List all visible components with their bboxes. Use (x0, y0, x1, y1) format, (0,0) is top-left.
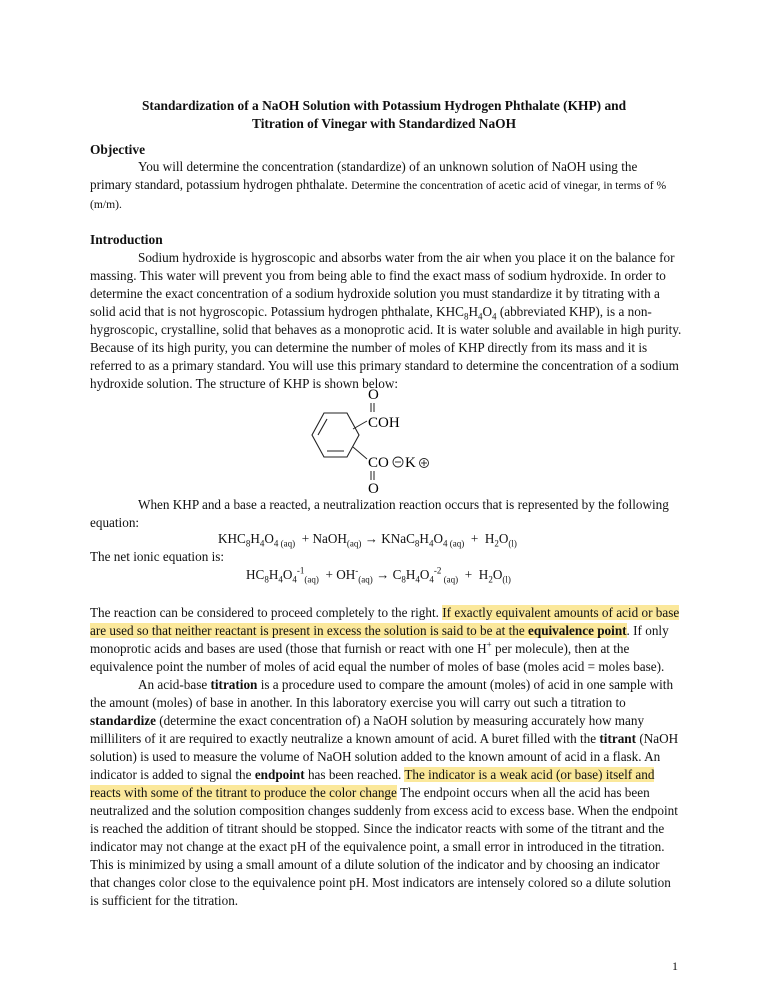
net-ionic-equation: $HC_8H_4O_4^{-1}_{(aq)} + OH^-_{(aq)} \to C_8H_4O_4^{-2}$ $_{(aq)} + H_2O_{(l)}$ (246, 565, 511, 585)
term-titration: titration (210, 677, 258, 692)
term-titrant: titrant (599, 731, 637, 746)
introduction-heading: Introduction (90, 232, 163, 247)
term-standardize: standardize (90, 713, 156, 728)
molecular-equation: $KHC_8H_4O_{4 (aq)}$ + NaOH$_{(aq)}$ → $KNaC_8H_4O_{4 (aq)} + H_2O_{(l)}$ (218, 531, 517, 549)
title-line-1: Standardization of a NaOH Solution with Potassium Hydrogen Phthalate (KHP) and (141, 98, 627, 113)
objective-text: You will determine the concentration (standardize) of an unknown solution of NaOH using the primary standard, potassium hydrogen phthalate. (90, 159, 638, 192)
equivalence-text-b: . If only monoprotic acids and bases are used (those that furnish or react with one H (90, 623, 669, 656)
highlight-indicator: The indicator is a weak acid (or base) itself and reacts with some of the titrant to produce the color change (90, 767, 655, 800)
structure-coh: COH (368, 415, 400, 431)
term-equivalence-point: equivalence point (528, 623, 627, 638)
document-title (90, 97, 678, 133)
objective-text-small: Determine the concentration of acetic acid of vinegar, in terms of % (m/m). (90, 179, 667, 211)
structure-co-bottom: CO (368, 455, 389, 471)
titration-paragraph (90, 676, 682, 910)
introduction-paragraph: Sodium hydroxide is hygroscopic and absorbs water from the air when you place it on the balance for massing. This water will prevent you from being able to find the exact mass of sodium hydroxide. In order to determine the exact concentration of a sodium hydroxide solution you must standardize it by titrating with a solid acid that is not hygroscopic. Potassium hydrogen phthalate, $KHC_8H_4O_4$ (abbreviated KHP), is a non-hygroscopic, crystalline, solid that behaves as a monoprotic acid. It is water soluble and available in high purity. Because of its high purity, you can determine the number of moles of KHP directly from its mass and it is referred to as a primary standard. You will use this primary standard to determine the concentration of a sodium hydroxide solution. The structure of KHP is shown below: (90, 250, 682, 391)
net-ionic-label: The net ionic equation is: (90, 549, 225, 564)
objective-paragraph (90, 158, 682, 214)
titration-text-a: An acid-base (138, 677, 208, 692)
intro-text-a: Sodium hydroxide is hygroscopic and absorbs water from the air when you place it on the balance for massing. This water will prevent you from being able to find the exact mass of sodium hydroxide. In order to determine the exact concentration of a sodium hydroxide solution you must standardize it by titrating with a solid acid that is not hygroscopic. Potassium hydrogen phthalate, KHC (90, 250, 675, 319)
khp-structure-diagram (300, 385, 480, 495)
equivalence-paragraph: The reaction can be considered to proceed completely to the right. If exactly equivalent amounts of acid or base are used so that neither reactant is present in excess the solution is said to be at the equivalence point. If only monoprotic acids and bases are used (those that furnish or react with one H+ per molecule), then at the equivalence point the number of moles of acid equal the number of moles of base (moles acid = moles base). (90, 605, 680, 674)
titration-text-b: is a procedure used to compare the amount (moles) of acid in one sample with the amount (moles) of base in another. In this laboratory exercise you will carry out such a titration to (90, 677, 674, 710)
titration-text-f: The endpoint occurs when all the acid has been neutralized and the solution composition changes suddenly from excess acid to excess base. When the endpoint is reached the addition of titrant should be stopped. Since the indicator reacts with some of the titrant and the indicator may not change at the exact pH of the equivalence point, a small error in introduced in the titration. This is minimized by using a small amount of a dilute solution of the indicator and by choosing an indicator that changes color close to the equivalence point pH. Most indicators are intensely colored so a dilute solution is sufficient for the titration. (90, 785, 678, 908)
term-endpoint: endpoint (254, 767, 305, 782)
title-line-2: Titration of Vinegar with Standardized NaOH (252, 116, 516, 131)
structure-o-bottom: O (368, 481, 379, 495)
highlight-equivalence-text: If exactly equivalent amounts of acid or base are used so that neither reactant is present in excess the solution is said to be at the (90, 605, 680, 638)
objective-heading: Objective (90, 142, 146, 157)
intro-text-b: (abbreviated KHP), is a non-hygroscopic, crystalline, solid that behaves as a monoprotic acid. It is water soluble and available in high purity. Because of its high purity, you can determine the number of moles of KHP directly from its mass and it is referred to as a primary standard. You will use this primary standard to determine the concentration of a sodium hydroxide solution. The structure of KHP is shown below: (90, 304, 682, 391)
titration-text-d: (NaOH solution) is used to measure the volume of NaOH solution added to the known amount of acid in a flask. An indicator is added to signal the (90, 731, 679, 782)
equivalence-text-a: The reaction can be considered to proceed completely to the right. (90, 605, 439, 620)
structure-o-top: O (368, 387, 379, 403)
titration-text-e: has been reached. (307, 767, 402, 782)
structure-k: K (405, 455, 416, 471)
page-number: 1 (672, 959, 678, 973)
equivalence-text-c: per molecule), then at the equivalence point the number of moles of acid equal the number of moles of base (moles acid = moles base). (90, 641, 665, 674)
reaction-paragraph: When KHP and a base a reacted, a neutralization reaction occurs that is represented by the following equation: (90, 497, 669, 530)
titration-text-c: (determine the exact concentration of) a NaOH solution by measuring accurately how many milliliters of it are required to exactly neutralize a known amount of acid. A buret filled with the (90, 713, 645, 746)
